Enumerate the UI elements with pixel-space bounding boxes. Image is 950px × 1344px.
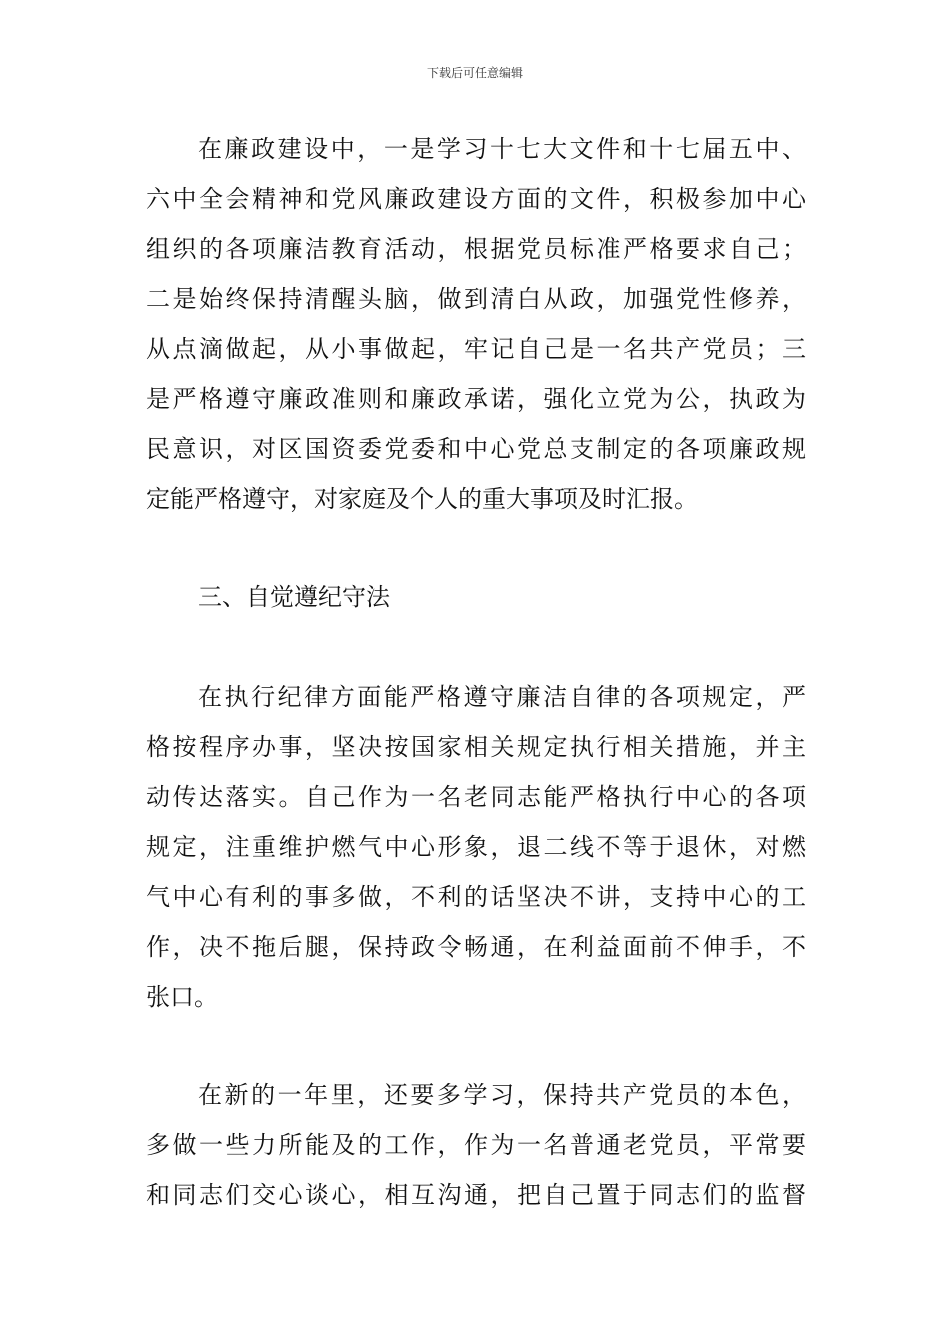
paragraph-2-line-5: 气中心有利的事多做，不利的话坚决不讲，支持中心的工 xyxy=(146,883,806,911)
paragraph-1-line-4: 二是始终保持清醒头脑，做到清白从政，加强党性修养， xyxy=(146,285,806,313)
paragraph-2-line-4: 规定，注重维护燃气中心形象，退二线不等于退休，对燃 xyxy=(146,833,806,861)
section-heading: 三、自觉遵纪守法 xyxy=(198,583,390,611)
paragraph-1-line-2: 六中全会精神和党风廉政建设方面的文件，积极参加中心 xyxy=(146,185,806,213)
paragraph-1-line-3: 组织的各项廉洁教育活动，根据党员标准严格要求自己； xyxy=(146,235,806,263)
paragraph-3-line-2: 多做一些力所能及的工作，作为一名普通老党员，平常要 xyxy=(146,1131,806,1159)
paragraph-2-line-2: 格按程序办事，坚决按国家相关规定执行相关措施，并主 xyxy=(146,733,806,761)
paragraph-2-line-1: 在执行纪律方面能严格遵守廉洁自律的各项规定，严 xyxy=(198,683,806,711)
paragraph-1-line-6: 是严格遵守廉政准则和廉政承诺，强化立党为公，执政为 xyxy=(146,385,806,413)
paragraph-3-line-1: 在新的一年里，还要多学习，保持共产党员的本色， xyxy=(198,1081,806,1109)
paragraph-1-line-1: 在廉政建设中，一是学习十七大文件和十七届五中、 xyxy=(198,135,806,163)
paragraph-3-line-3: 和同志们交心谈心，相互沟通，把自己置于同志们的监督 xyxy=(146,1181,806,1209)
paragraph-2-line-6: 作，决不拖后腿，保持政令畅通，在利益面前不伸手，不 xyxy=(146,933,806,961)
header-note: 下载后可任意编辑 xyxy=(426,66,523,80)
paragraph-1-line-5: 从点滴做起，从小事做起，牢记自己是一名共产党员；三 xyxy=(146,335,806,363)
paragraph-2-line-3: 动传达落实。自己作为一名老同志能严格执行中心的各项 xyxy=(146,783,806,811)
paragraph-1-line-7: 民意识，对区国资委党委和中心党总支制定的各项廉政规 xyxy=(146,435,806,463)
paragraph-1-line-8: 定能严格遵守，对家庭及个人的重大事项及时汇报。 xyxy=(146,485,698,513)
paragraph-2-line-7: 张口。 xyxy=(146,983,218,1011)
